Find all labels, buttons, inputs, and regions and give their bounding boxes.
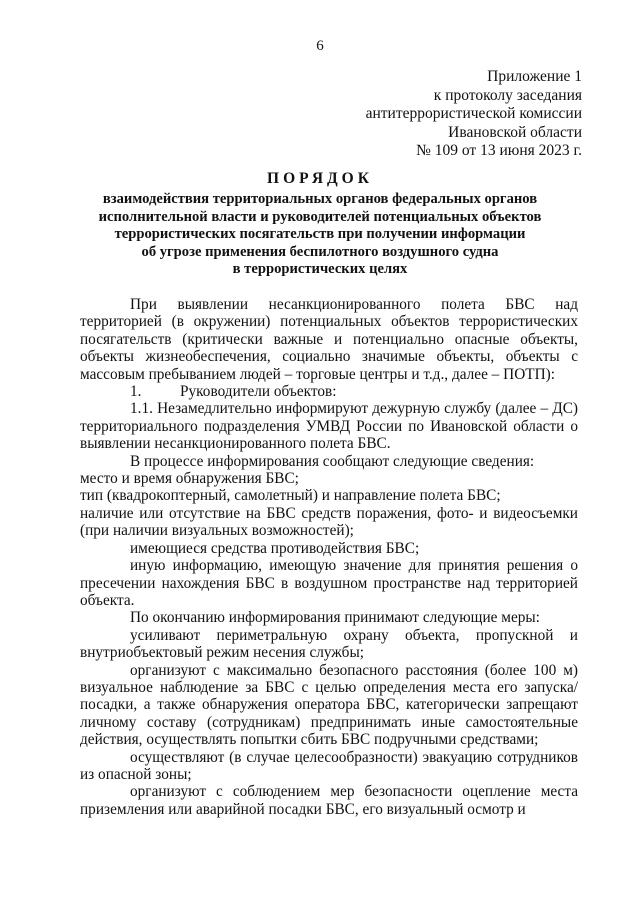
paragraph: тип (квадрокоптерный, самолетный) и направление полета БВС;	[80, 487, 501, 505]
paragraph: В процессе информирования сообщают следующие сведения:	[130, 452, 535, 470]
subtitle-line: об угрозе применения беспилотного воздушного судна	[141, 243, 499, 260]
document-title: ПОРЯДОК	[267, 170, 373, 187]
document-body	[80, 296, 578, 818]
annex-line: к протоколу заседания	[433, 86, 582, 104]
item-text: Руководители объектов:	[180, 383, 337, 401]
paragraph: имеющиеся средства противодействия БВС;	[130, 539, 420, 557]
paragraph: При выявлении несанкционированного полета БВС над территорией (в окружении) потенциальных объектов террористических посягательств (критически важные и потенциально опасные объекты, объекты жизнеобеспечения, социально значимые объекты, объекты с массовым пребыванием людей – торговые центры и т.д., далее – ПОТП):	[80, 296, 578, 383]
paragraph: усиливают периметральную охрану объекта, пропускной и внутриобъектовый режим несения службы;	[80, 626, 578, 662]
subtitle-line: террористических посягательств при получении информации	[114, 226, 526, 242]
paragraph: место и время обнаружения БВС;	[80, 470, 299, 488]
annex-line: антитеррористической комиссии	[365, 105, 582, 122]
paragraph: По окончанию информирования принимают следующие меры:	[130, 609, 540, 627]
page-number: 6	[316, 38, 324, 54]
item-number: 1.	[130, 383, 142, 401]
annex-line: Ивановской области	[448, 123, 582, 141]
paragraph: иную информацию, имеющую значение для принятия решения о пресечении нахождения БВС в воздушном пространстве над территорией объекта.	[80, 557, 578, 609]
paragraph: организуют с соблюдением мер безопасности оцепление места приземления или аварийной посадки БВС, его визуальный осмотр и	[80, 783, 578, 818]
document-subtitle	[70, 191, 570, 279]
paragraph: наличие или отсутствие на БВС средств поражения, фото- и видеосъемки (при наличии визуальных возможностей);	[80, 504, 578, 540]
annex-header	[366, 68, 582, 161]
subtitle-line: взаимодействия территориальных органов федеральных органов	[102, 191, 538, 207]
subtitle-line: в террористических целях	[232, 261, 408, 277]
subtitle-line: исполнительной власти и руководителей потенциальных объектов	[98, 208, 542, 225]
paragraph: организуют с максимально безопасного расстояния (более 100 м) визуальное наблюдение за БВС с целью определения места его запуска/посадки, а также обнаружения оператора БВС, категорически запрещают личному составу (сотрудникам) предпринимать иные самостоятельные действия, осуществлять попытки сбить БВС подручными средствами;	[80, 661, 578, 749]
annex-line: № 109 от 13 июня 2023 г.	[416, 142, 582, 159]
numbered-item	[80, 383, 578, 400]
annex-line: Приложение 1	[487, 68, 582, 85]
paragraph: осуществляют (в случае целесообразности) эвакуацию сотрудников из опасной зоны;	[80, 748, 578, 783]
paragraph: 1.1. Незамедлительно информируют дежурную службу (далее – ДС) территориального подразделения УМВД России по Ивановской области о выявлении несанкционированного полета БВС.	[80, 400, 578, 453]
